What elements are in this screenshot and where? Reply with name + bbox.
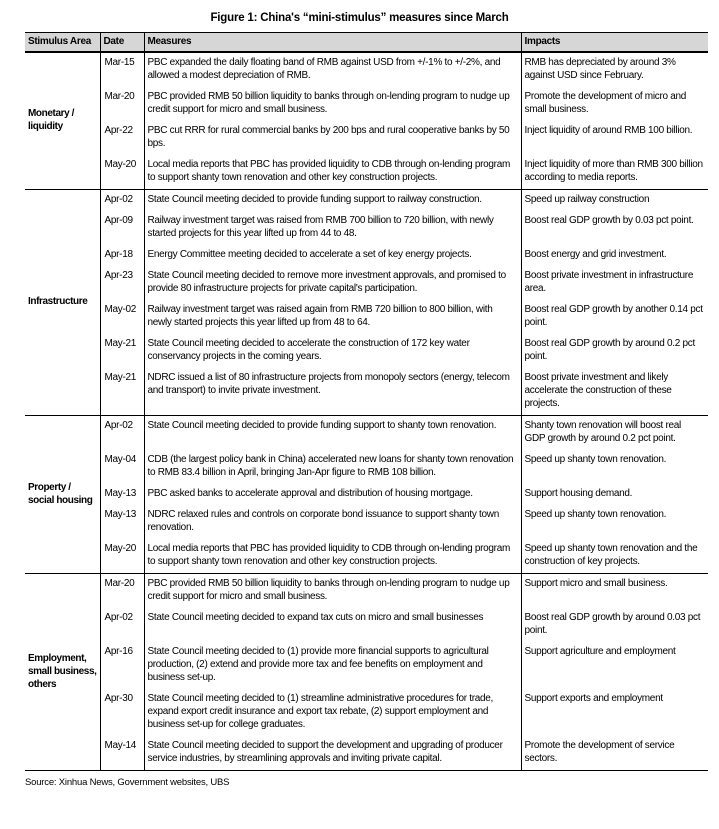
date-cell: Apr-09 xyxy=(100,211,144,245)
table-row xyxy=(25,121,708,155)
measure-cell: Energy Committee meeting decided to accelerate a set of key energy projects. xyxy=(144,245,521,266)
table-row xyxy=(25,211,708,245)
table-row xyxy=(25,52,708,87)
date-cell: Apr-02 xyxy=(100,190,144,212)
impact-cell: Boost private investment and likely accelerate the construction of these projects. xyxy=(521,368,708,416)
impact-cell: Support exports and employment xyxy=(521,689,708,736)
measure-cell: NDRC issued a list of 80 infrastructure projects from monopoly sectors (energy, telecom and transport) to invite private investment. xyxy=(144,368,521,416)
table-row xyxy=(25,87,708,121)
date-cell: May-20 xyxy=(100,155,144,190)
header-date: Date xyxy=(100,33,144,53)
date-cell: Mar-20 xyxy=(100,574,144,609)
date-cell: Mar-15 xyxy=(100,52,144,87)
measure-cell: State Council meeting decided to accelerate the construction of 172 key water conservancy projects in the coming years. xyxy=(144,334,521,368)
impact-cell: Inject liquidity of more than RMB 300 billion according to media reports. xyxy=(521,155,708,190)
table-row xyxy=(25,450,708,484)
table-row xyxy=(25,190,708,212)
table-row xyxy=(25,736,708,771)
table-row xyxy=(25,155,708,190)
measure-cell: State Council meeting decided to (1) streamline administrative procedures for trade, expand export credit insurance and export tax rebate, (2) support employment and business set-up for college graduates. xyxy=(144,689,521,736)
date-cell: Apr-16 xyxy=(100,642,144,689)
measure-cell: CDB (the largest policy bank in China) accelerated new loans for shanty town renovation to RMB 83.4 billion in April, bringing Jan-Apr figure to RMB 108 billion. xyxy=(144,450,521,484)
measure-cell: PBC expanded the daily floating band of RMB against USD from +/-1% to +/-2%, and allowed a modest depreciation of RMB. xyxy=(144,52,521,87)
date-cell: May-14 xyxy=(100,736,144,771)
measure-cell: State Council meeting decided to (1) provide more financial supports to agricultural production, (2) extend and provide more tax and fee benefits on employment and business set-up. xyxy=(144,642,521,689)
header-row xyxy=(25,33,708,53)
measure-cell: PBC cut RRR for rural commercial banks by 200 bps and rural cooperative banks by 50 bps. xyxy=(144,121,521,155)
table-row xyxy=(25,266,708,300)
stimulus-area-cell: Property / social housing xyxy=(28,481,93,506)
measure-cell: Railway investment target was raised from RMB 700 billion to 720 billion, with newly started projects for this year lifted up from 44 to 48. xyxy=(144,211,521,245)
source-note: Source: Xinhua News, Government websites, UBS xyxy=(25,777,230,788)
measure-cell: State Council meeting decided to expand tax cuts on micro and small businesses xyxy=(144,608,521,642)
table-row xyxy=(25,368,708,416)
impact-cell: Boost private investment in infrastructure area. xyxy=(521,266,708,300)
measure-cell: NDRC relaxed rules and controls on corporate bond issuance to support shanty town renovation. xyxy=(144,505,521,539)
measure-cell: PBC provided RMB 50 billion liquidity to banks through on-lending program to nudge up credit support for micro and small business. xyxy=(144,87,521,121)
date-cell: May-21 xyxy=(100,334,144,368)
table-section xyxy=(25,574,708,771)
table-row xyxy=(25,245,708,266)
impact-cell: Inject liquidity of around RMB 100 billion. xyxy=(521,121,708,155)
measure-cell: State Council meeting decided to support the development and upgrading of producer service industries, by streamlining approvals and inviting private capital. xyxy=(144,736,521,771)
impact-cell: Boost energy and grid investment. xyxy=(521,245,708,266)
stimulus-area-cell: Infrastructure xyxy=(28,296,88,307)
header-impacts: Impacts xyxy=(521,33,708,53)
impact-cell: Boost real GDP growth by around 0.03 pct point. xyxy=(521,608,708,642)
impact-cell: Speed up shanty town renovation. xyxy=(521,450,708,484)
date-cell: May-02 xyxy=(100,300,144,334)
header-stimulus-area: Stimulus Area xyxy=(25,33,100,53)
date-cell: May-13 xyxy=(100,484,144,505)
table-row xyxy=(25,300,708,334)
date-cell: Apr-02 xyxy=(100,608,144,642)
date-cell: Apr-30 xyxy=(100,689,144,736)
table-section xyxy=(25,52,708,190)
measure-cell: PBC provided RMB 50 billion liquidity to banks through on-lending program to nudge up credit support for micro and small business. xyxy=(144,574,521,609)
impact-cell: Promote the development of micro and small business. xyxy=(521,87,708,121)
date-cell: May-20 xyxy=(100,539,144,574)
measure-cell: Local media reports that PBC has provided liquidity to CDB through on-lending program to support shanty town renovation and other key construction projects. xyxy=(144,539,521,574)
impact-cell: Speed up shanty town renovation. xyxy=(521,505,708,539)
date-cell: Apr-02 xyxy=(100,416,144,451)
date-cell: May-13 xyxy=(100,505,144,539)
measure-cell: State Council meeting decided to provide funding support to railway construction. xyxy=(144,190,521,212)
impact-cell: Shanty town renovation will boost real GDP growth by around 0.2 pct point. xyxy=(521,416,708,451)
impact-cell: Speed up shanty town renovation and the construction of key projects. xyxy=(521,539,708,574)
table-row xyxy=(25,505,708,539)
measure-cell: State Council meeting decided to provide funding support to shanty town renovation. xyxy=(144,416,521,451)
measure-cell: Local media reports that PBC has provided liquidity to CDB through on-lending program to support shanty town renovation and other key construction projects. xyxy=(144,155,521,190)
table-row xyxy=(25,642,708,689)
impact-cell: Boost real GDP growth by another 0.14 pct point. xyxy=(521,300,708,334)
impact-cell: Support micro and small business. xyxy=(521,574,708,609)
table-row xyxy=(25,608,708,642)
table-row xyxy=(25,539,708,574)
date-cell: May-21 xyxy=(100,368,144,416)
stimulus-measures-table xyxy=(25,32,708,771)
impact-cell: Promote the development of service sectors. xyxy=(521,736,708,771)
date-cell: Apr-22 xyxy=(100,121,144,155)
figure-title: Figure 1: China's “mini-stimulus” measures since March xyxy=(210,12,509,24)
date-cell: May-04 xyxy=(100,450,144,484)
table-section xyxy=(25,416,708,574)
impact-cell: Speed up railway construction xyxy=(521,190,708,212)
header-measures: Measures xyxy=(144,33,521,53)
impact-cell: Support agriculture and employment xyxy=(521,642,708,689)
date-cell: Apr-23 xyxy=(100,266,144,300)
table-row xyxy=(25,416,708,451)
impact-cell: Boost real GDP growth by around 0.2 pct point. xyxy=(521,334,708,368)
table-row xyxy=(25,334,708,368)
impact-cell: Boost real GDP growth by 0.03 pct point. xyxy=(521,211,708,245)
measure-cell: State Council meeting decided to remove more investment approvals, and promised to provide 80 infrastructure projects for private capital's participation. xyxy=(144,266,521,300)
date-cell: Apr-18 xyxy=(100,245,144,266)
stimulus-area-cell: Employment, small business, others xyxy=(28,652,97,690)
table-header xyxy=(25,33,708,53)
measure-cell: Railway investment target was raised again from RMB 720 billion to 800 billion, with newly started projects this year lifted up from 48 to 64. xyxy=(144,300,521,334)
table-row xyxy=(25,689,708,736)
table-row xyxy=(25,574,708,609)
impact-cell: Support housing demand. xyxy=(521,484,708,505)
measure-cell: PBC asked banks to accelerate approval and distribution of housing mortgage. xyxy=(144,484,521,505)
stimulus-area-cell: Monetary / liquidity xyxy=(28,108,75,132)
table-row xyxy=(25,484,708,505)
impact-cell: RMB has depreciated by around 3% against USD since February. xyxy=(521,52,708,87)
table-section xyxy=(25,190,708,416)
date-cell: Mar-20 xyxy=(100,87,144,121)
